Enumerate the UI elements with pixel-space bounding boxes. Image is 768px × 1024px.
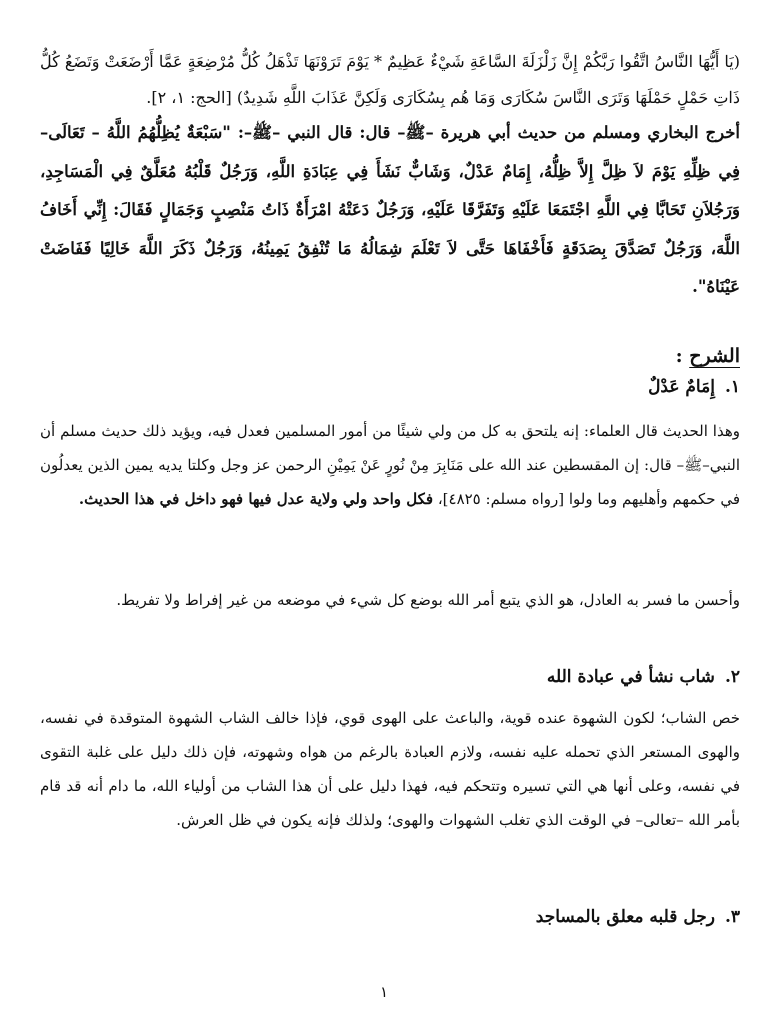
section-heading-1	[648, 372, 740, 402]
section-title: إِمَامٌ عَدْلٌ	[648, 377, 715, 397]
section-number: ١.	[724, 377, 740, 397]
quran-verse: (يَا أَيُّهَا النَّاسُ اتَّقُوا رَبَّكُمْ إِنَّ زَلْزَلَةَ السَّاعَةِ شَيْءٌ عَظِيمٌ * يَوْمَ تَرَوْنَهَا تَذْهَلُ كُلُّ مُرْضِعَةٍ عَمَّا أَرْضَعَتْ وَتَضَعُ كُلُّ ذَاتِ حَمْلٍ حَمْلَهَا وَتَرَى النَّاسَ سُكَارَى وَمَا هُم بِسُكَارَى وَلَكِنَّ عَذَابَ اللَّهِ شَدِيدٌ) [الحج: ١، ٢].	[40, 52, 741, 107]
section-2-paragraph-1: خص الشاب؛ لكون الشهوة عنده قوية، والباعث على الهوى قوي، فإذا خالف الشاب الشهوة المتوقدة في نفسه، والهوى المستعر الذي تحمله عليه نفسه، ولازم العبادة بالرغم من هواه وشهوته، فإن ذلك دليل على غلبة التقوى في نفسه، وعلى أنها هي التي تسيره وتتحكم فيه، فهذا دليل على أن هذا الشاب من أولياء الله، ما دام أنه قد قام بأمر الله –تعالى– في الوقت الذي تغلب الشهوات والهوى؛ ولذلك فإنه يكون في ظل العرش.	[40, 709, 740, 829]
hadith-intro: أخرج البخاري ومسلم من حديث أبي هريرة –ﷺ– قال: قال النبي –ﷺ–:	[230, 123, 741, 142]
hadith-paragraph	[40, 114, 740, 307]
sharh-heading	[676, 341, 740, 371]
section-1-paragraph-1	[40, 414, 740, 516]
page-number: ١	[379, 983, 389, 1001]
sharh-heading-colon: :	[675, 345, 690, 367]
section-1-paragraph-2: وأحسن ما فسر به العادل، هو الذي يتبع أمر الله بوضع كل شيء في موضعه من غير إفراط ولا تفريط.	[116, 591, 740, 609]
hadith-text: "سَبْعَةٌ يُظِلُّهُمُ اللَّهُ – تَعَالَى– فِي ظِلِّهِ يَوْمَ لاَ ظِلَّ إِلاَّ ظِلُّهُ، إِمَامٌ عَدْلٌ، وَشَابٌّ نَشَأَ فِي عِبَادَةِ اللَّهِ، وَرَجُلٌ قَلْبُهُ مُعَلَّقٌ فِي الْمَسَاجِدِ، وَرَجُلاَنِ تَحَابَّا فِي اللَّهِ اجْتَمَعَا عَلَيْهِ وَتَفَرَّقَا عَلَيْهِ، وَرَجُلٌ دَعَتْهُ امْرَأَةٌ ذَاتُ مَنْصِبٍ وَجَمَالٍ فَقَالَ: إِنِّي أَخَافُ اللَّهَ، وَرَجُلٌ تَصَدَّقَ بِصَدَقَةٍ فَأَخْفَاهَا حَتَّى لاَ تَعْلَمَ شِمَالُهُ مَا تُنْفِقُ يَمِينُهُ، وَرَجُلٌ ذَكَرَ اللَّهَ خَالِيًا فَفَاضَتْ عَيْنَاهُ".	[40, 123, 740, 296]
section-heading-3	[536, 902, 740, 932]
paragraph-text: وهذا الحديث قال العلماء: إنه يلتحق به كل من ولي شيئًا من أمور المسلمين فعدل فيه، ويؤيد ذلك حديث مسلم أن النبي–ﷺ– قال: إن المقسطين عند الله على مَنَابِرَ مِنْ نُورٍ عَنْ يَمِيْنِ الرحمن عز وجل وكلتا يديه يمين الذين يعدلُون في حكمهم وأهليهم وما ولوا [رواه مسلم: ٤٨٢٥]،	[40, 422, 740, 508]
section-number: ٣.	[724, 907, 740, 927]
section-heading-2	[547, 662, 740, 692]
section-title: شاب نشأ في عبادة الله	[546, 667, 715, 687]
section-number: ٢.	[724, 667, 740, 687]
paragraph-emphasis: فكل واحد ولي ولاية عدل فيها فهو داخل في هذا الحديث.	[78, 490, 434, 508]
section-title: رجل قلبه معلق بالمساجد	[535, 907, 715, 927]
sharh-heading-text: الشرح	[689, 345, 740, 367]
